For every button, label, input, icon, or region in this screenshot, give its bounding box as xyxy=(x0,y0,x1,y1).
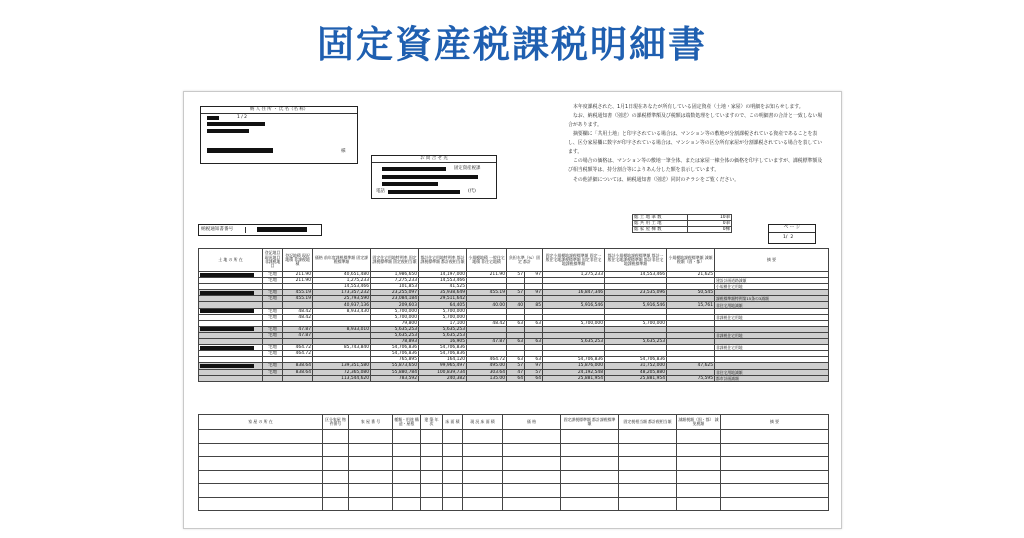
table-cell: 54,706,836 xyxy=(419,351,467,357)
table-cell xyxy=(503,497,561,511)
table-cell: 85,743,840 xyxy=(313,345,371,351)
table-cell xyxy=(323,430,349,444)
table-cell: 495.00 xyxy=(467,363,507,369)
table-cell: 14,197,000 xyxy=(419,272,467,278)
table-cell xyxy=(561,457,619,471)
table-cell: 15,761 xyxy=(667,302,715,308)
table-cell xyxy=(561,430,619,444)
table-cell xyxy=(323,484,349,498)
table-cell xyxy=(721,497,829,511)
table-cell: 35,938,649 xyxy=(419,290,467,296)
table-cell: 79,800 xyxy=(371,320,419,326)
table-cell: 455.19 xyxy=(283,290,313,296)
table-cell xyxy=(561,470,619,484)
table-cell xyxy=(677,497,721,511)
table-cell xyxy=(393,443,421,457)
table-cell: 宅地 xyxy=(263,345,283,351)
land-table xyxy=(198,248,829,382)
table-cell: 63 xyxy=(525,339,543,345)
table-cell: 5,635,253 xyxy=(543,339,605,345)
table-cell: 建設計画道路減額 xyxy=(715,278,829,284)
table-cell: 464.72 xyxy=(283,351,313,357)
column-header: 都計小規模地課税標準額 都計一般住宅地課税標準額 都計非住宅地課税標準額 xyxy=(605,249,667,272)
table-cell: 55,880,784 xyxy=(371,369,419,375)
table-cell xyxy=(561,484,619,498)
table-cell xyxy=(421,484,443,498)
table-cell: 55,873,650 xyxy=(371,363,419,369)
table-cell: 宅地 xyxy=(263,278,283,284)
table-cell xyxy=(349,443,393,457)
column-header: 価 格 xyxy=(503,415,561,430)
taxpayer-box-header: 納 人 住 所 ・ 氏 名（名 称） xyxy=(201,107,357,114)
land-table-body xyxy=(199,272,829,382)
table-cell: 48.42 xyxy=(283,308,313,314)
table-cell: 宅地 xyxy=(263,290,283,296)
table-cell: 57 xyxy=(507,363,525,369)
table-cell: 宅地 xyxy=(263,308,283,314)
table-cell: 783,592 xyxy=(371,375,419,381)
table-cell: 135.00 xyxy=(467,375,507,381)
tax-statement-document xyxy=(183,91,842,529)
table-cell: 139,351,580 xyxy=(313,363,371,369)
table-cell: 宅地 xyxy=(263,369,283,375)
table-cell: 40 xyxy=(507,302,525,308)
summary-row xyxy=(633,227,732,233)
taxpayer-page-fraction: 1 / 2 xyxy=(237,115,247,120)
table-cell: 63 xyxy=(525,357,543,363)
table-cell xyxy=(323,457,349,471)
column-header: 区分家屋 物件番号 xyxy=(323,415,349,430)
table-cell: 宅地 xyxy=(263,351,283,357)
table-cell xyxy=(323,497,349,511)
table-cell: 303.64 xyxy=(467,369,507,375)
table-cell xyxy=(677,443,721,457)
table-cell xyxy=(349,484,393,498)
table-cell xyxy=(393,430,421,444)
column-header: 価格 前年度課税標準額 固定課税標準額 xyxy=(313,249,371,272)
table-cell: 5,635,253 xyxy=(419,326,467,332)
table-cell xyxy=(721,443,829,457)
column-header: 都計住宅用地特例率 都計課税標準額 都計税相当額 xyxy=(419,249,467,272)
table-cell: 113,544,620 xyxy=(313,375,371,381)
table-cell xyxy=(349,497,393,511)
table-cell: 8,933,010 xyxy=(313,326,371,332)
table-cell: 63 xyxy=(507,339,525,345)
table-cell: 78,893 xyxy=(371,339,419,345)
table-cell: 54,706,836 xyxy=(543,357,605,363)
column-header: 小規模地課税標準額 減額税額（固・都） xyxy=(667,249,715,272)
table-cell: 5,916,546 xyxy=(605,302,667,308)
notice-paragraph: この場合の価格は、マンション等の敷地一筆全体、または家屋一棟全体の価格を印字していますが、課税標準額及び相当税額等は、持分割合等によりあん分した額を表示しています。 xyxy=(568,158,823,174)
table-cell: 15,876,000 xyxy=(543,363,605,369)
column-header: 家 屋 番 号 xyxy=(349,415,393,430)
column-header: 登記地積 現況地積 非課税地積 xyxy=(283,249,313,272)
redacted-location xyxy=(200,327,254,331)
table-cell xyxy=(721,484,829,498)
table-cell: 63 xyxy=(507,357,525,363)
table-cell: 54,706,836 xyxy=(419,345,467,351)
table-cell: 非住宅用地減額 xyxy=(715,302,829,308)
table-cell: 非課税住宅用地 xyxy=(715,345,829,351)
table-cell xyxy=(393,457,421,471)
redacted-location xyxy=(200,291,254,295)
table-cell xyxy=(421,443,443,457)
building-table-header xyxy=(199,415,829,430)
table-cell xyxy=(503,430,561,444)
table-cell: 宅地 xyxy=(263,363,283,369)
table-cell xyxy=(263,375,283,381)
table-cell: 宅地 xyxy=(263,272,283,278)
table-row xyxy=(199,497,829,511)
table-cell xyxy=(199,497,323,511)
table-cell: 240,382 xyxy=(419,375,467,381)
table-cell: 5,700,000 xyxy=(543,320,605,326)
redacted-notice-number xyxy=(257,227,307,232)
table-cell xyxy=(443,443,463,457)
redacted-location xyxy=(200,273,254,277)
table-cell: 57 xyxy=(525,369,543,375)
table-cell: 47.87 xyxy=(283,326,313,332)
table-cell: 47,625 xyxy=(667,363,715,369)
table-cell xyxy=(619,457,677,471)
table-cell: 1,275,233 xyxy=(313,278,371,284)
column-header: 摘 要 xyxy=(721,415,829,430)
phone-label: 電話 xyxy=(376,189,385,194)
table-cell: 8,933,430 xyxy=(313,308,371,314)
table-cell: 23,084,184 xyxy=(371,296,419,302)
table-cell xyxy=(677,430,721,444)
table-cell xyxy=(503,457,561,471)
table-cell: 25,881,954 xyxy=(605,375,667,381)
table-cell: 54,706,836 xyxy=(371,345,419,351)
table-cell: 非課税住宅用地 xyxy=(715,314,829,320)
table-cell: 47 xyxy=(507,369,525,375)
table-cell: 5,700,000 xyxy=(371,314,419,320)
table-cell: 211.90 xyxy=(467,272,507,278)
table-cell: 211.90 xyxy=(283,278,313,284)
redacted-address-2 xyxy=(207,129,249,133)
table-cell xyxy=(349,470,393,484)
table-cell: 25,793,590 xyxy=(313,296,371,302)
table-cell: 455.19 xyxy=(283,296,313,302)
table-cell: 24,192,548 xyxy=(543,369,605,375)
summary-counts xyxy=(632,214,732,233)
table-cell xyxy=(443,484,463,498)
table-cell: 209,603 xyxy=(371,302,419,308)
table-cell: 14,553,466 xyxy=(419,278,467,284)
table-cell xyxy=(619,430,677,444)
table-cell: 5,916,546 xyxy=(543,302,605,308)
honorific: 様 xyxy=(341,149,346,154)
table-cell xyxy=(421,430,443,444)
land-table-header xyxy=(199,249,829,272)
table-cell: 64 xyxy=(507,375,525,381)
column-header: 固定住宅用地特例率 固定課税標準額 固定税相当額 xyxy=(371,249,419,272)
table-cell: 48,205,880 xyxy=(605,369,667,375)
table-cell xyxy=(199,443,323,457)
contact-box-header: お 問 合 せ 先 xyxy=(372,156,496,163)
table-cell xyxy=(443,457,463,471)
table-cell: 宅地 xyxy=(263,326,283,332)
table-cell xyxy=(619,470,677,484)
page-box xyxy=(768,224,816,244)
table-cell xyxy=(463,443,503,457)
table-cell xyxy=(393,497,421,511)
summary-label: 総 土 地 筆 数 xyxy=(633,215,688,221)
table-row xyxy=(199,457,829,471)
table-cell: 5,635,253 xyxy=(371,326,419,332)
table-cell: 47.87 xyxy=(467,339,507,345)
table-cell: 40.00 xyxy=(467,302,507,308)
table-cell: 小規模住宅用地 xyxy=(715,284,829,290)
table-cell xyxy=(349,457,393,471)
table-row xyxy=(199,430,829,444)
table-cell: 31,752,000 xyxy=(605,363,667,369)
table-cell xyxy=(421,470,443,484)
table-cell xyxy=(721,430,829,444)
table-cell xyxy=(443,430,463,444)
column-header: 減額税額（固・都） 減免税額 xyxy=(677,415,721,430)
table-cell: 47.87 xyxy=(283,332,313,338)
page-box-value: 1/ 2 xyxy=(783,235,794,240)
table-cell: 50,545 xyxy=(667,290,715,296)
table-cell: 16,905 xyxy=(419,339,467,345)
table-cell: 455.19 xyxy=(467,290,507,296)
column-header: 固定課税標準額 都計課税標準額 xyxy=(561,415,619,430)
table-cell: 48.42 xyxy=(467,320,507,326)
redacted-office-2 xyxy=(382,175,478,179)
table-cell xyxy=(199,484,323,498)
land-location-cell xyxy=(199,375,263,381)
redacted-office xyxy=(382,167,446,171)
table-row xyxy=(199,470,829,484)
table-cell: 非課税住宅用地 xyxy=(715,332,829,338)
table-cell: 100,839,734 xyxy=(419,369,467,375)
table-cell: 課税標準額特例第15条の3減額 xyxy=(715,296,829,302)
table-cell: 99,965,497 xyxy=(419,363,467,369)
table-cell: 23,535,096 xyxy=(605,290,667,296)
table-cell xyxy=(561,443,619,457)
redacted-taxpayer-name xyxy=(207,148,273,153)
table-cell: 都市計画減額 xyxy=(715,375,829,381)
summary-label: 総 家 屋 棟 数 xyxy=(633,227,688,233)
table-cell: 5,635,253 xyxy=(419,332,467,338)
summary-value: 0筆 xyxy=(688,221,732,227)
table-cell xyxy=(721,457,829,471)
table-cell: 5,700,000 xyxy=(371,308,419,314)
column-header: 現 況 床 面 積 xyxy=(463,415,503,430)
table-cell: 5,700,000 xyxy=(605,320,667,326)
table-cell xyxy=(463,470,503,484)
notice-number-label: 納税通知書番号 xyxy=(201,227,246,233)
table-cell: 1,986,650 xyxy=(371,272,419,278)
table-cell xyxy=(421,457,443,471)
column-header: 固定税相当額 都計税相当額 xyxy=(619,415,677,430)
table-cell: 14,553,466 xyxy=(313,284,371,290)
table-cell: 1,275,233 xyxy=(543,272,605,278)
table-cell: 40,937,136 xyxy=(313,302,371,308)
table-cell: 54,706,836 xyxy=(371,351,419,357)
table-cell: 5,635,253 xyxy=(605,339,667,345)
table-cell: 97 xyxy=(525,290,543,296)
page-box-label: ペ ー ジ xyxy=(769,225,815,233)
table-cell xyxy=(677,470,721,484)
table-cell: 7,275,233 xyxy=(371,278,419,284)
table-cell xyxy=(199,470,323,484)
column-header: 家 屋 の 所 在 xyxy=(199,415,323,430)
table-cell: 41,525 xyxy=(419,284,467,290)
table-cell: 838.64 xyxy=(283,363,313,369)
table-cell: 宅地 xyxy=(263,332,283,338)
redacted-phone xyxy=(388,190,460,194)
table-cell xyxy=(443,470,463,484)
table-cell xyxy=(199,430,323,444)
table-cell xyxy=(503,443,561,457)
table-cell xyxy=(199,457,323,471)
table-cell: 173,357,232 xyxy=(313,290,371,296)
summary-value: 10筆 xyxy=(688,215,732,221)
table-cell: 75,595 xyxy=(667,375,715,381)
table-cell: 57 xyxy=(507,272,525,278)
notice-paragraph: なお、納税通知書（別送）の課税標準額及び税額は端数処理をしていますので、この明細書の合計と一致しない場合があります。 xyxy=(568,113,823,129)
table-cell: 838.64 xyxy=(283,369,313,375)
table-cell: 97 xyxy=(525,363,543,369)
table-cell: 54,706,836 xyxy=(605,357,667,363)
table-row xyxy=(199,443,829,457)
notice-paragraph: その他詳細については、納税通知書（別送）同封のチラシをご覧ください。 xyxy=(573,176,740,183)
table-cell: 211.90 xyxy=(283,272,313,278)
column-header: 摘 要 xyxy=(715,249,829,272)
column-header: 固定小規模地課税標準額 固定一般住宅地課税標準額 固定非住宅地課税標準額 xyxy=(543,249,605,272)
table-cell: 23,255,097 xyxy=(371,290,419,296)
building-table xyxy=(198,414,829,511)
notice-paragraph: 摘要欄に「共用土地」と印字されている場合は、マンション等の敷地が分割課税されている資産であることを表し、区分家屋欄に数字が印字されている場合は、マンション等の区分所有家屋が分割課税されている場合を表しています。 xyxy=(568,131,823,156)
page-title: 固定資産税課税明細書 xyxy=(317,23,707,66)
redacted-location xyxy=(200,346,254,350)
table-cell: 21,625 xyxy=(667,272,715,278)
table-cell xyxy=(463,430,503,444)
table-cell xyxy=(283,375,313,381)
table-cell xyxy=(503,470,561,484)
table-cell xyxy=(619,443,677,457)
notice-text xyxy=(568,103,826,185)
table-cell xyxy=(323,470,349,484)
redacted-location xyxy=(200,309,254,313)
table-cell xyxy=(677,484,721,498)
table-cell xyxy=(677,457,721,471)
redacted-postal xyxy=(207,116,219,120)
table-cell: 29,511,642 xyxy=(419,296,467,302)
table-cell: 164,120 xyxy=(419,357,467,363)
table-cell xyxy=(463,484,503,498)
column-header: 小規模地積 一般住宅地積 非住宅地積 xyxy=(467,249,507,272)
column-header: 床 面 積 xyxy=(443,415,463,430)
notice-paragraph: 本年度課税された、1月1日現在あなたが所有している固定資産（土地・家屋）の明細をお知らせします。 xyxy=(573,104,804,110)
column-header: 種類・用途 構造・屋根 xyxy=(393,415,421,430)
table-cell: 57 xyxy=(507,290,525,296)
table-cell: 63 xyxy=(525,320,543,326)
table-cell: 40,651,480 xyxy=(313,272,371,278)
building-table-body xyxy=(199,430,829,511)
table-cell: 5,700,000 xyxy=(419,314,467,320)
table-cell: 72,365,080 xyxy=(313,369,371,375)
table-cell: 63 xyxy=(507,320,525,326)
table-cell: 17,100 xyxy=(419,320,467,326)
table-cell: 宅地 xyxy=(263,314,283,320)
table-cell xyxy=(561,497,619,511)
summary-value: 0棟 xyxy=(688,227,732,233)
taxpayer-box xyxy=(200,106,358,164)
table-cell: 16,847,346 xyxy=(543,290,605,296)
table-cell: 宅地 xyxy=(263,296,283,302)
table-cell: 64,405 xyxy=(419,302,467,308)
table-cell xyxy=(619,497,677,511)
table-cell xyxy=(323,443,349,457)
table-cell xyxy=(463,457,503,471)
table-row xyxy=(199,375,829,381)
table-cell xyxy=(463,497,503,511)
table-cell: 97 xyxy=(525,272,543,278)
column-header: 建 築 年 次 xyxy=(421,415,443,430)
land-location-header: 土 地 の 所 在 xyxy=(199,249,263,272)
table-cell: 765,895 xyxy=(371,357,419,363)
table-cell: 14,553,466 xyxy=(605,272,667,278)
table-row xyxy=(199,484,829,498)
table-cell xyxy=(443,497,463,511)
table-cell xyxy=(393,484,421,498)
summary-label: 総 共 用 土 地 xyxy=(633,221,688,227)
table-cell xyxy=(721,470,829,484)
notice-number-field xyxy=(198,224,322,236)
table-cell xyxy=(349,430,393,444)
redacted-location xyxy=(200,364,254,368)
column-header: 負担水準（%）固定 都計 xyxy=(507,249,543,272)
table-cell: 5,700,000 xyxy=(419,308,467,314)
table-cell: 85 xyxy=(525,302,543,308)
table-cell: 5,635,253 xyxy=(371,332,419,338)
table-cell xyxy=(393,470,421,484)
table-cell: 464.72 xyxy=(467,357,507,363)
phone-suffix: (代) xyxy=(468,189,476,194)
contact-box xyxy=(371,155,497,199)
table-cell: 非住宅用地減額 xyxy=(715,369,829,375)
redacted-office-3 xyxy=(382,182,438,186)
column-header: 登記地目 現況地目 非課税地目 xyxy=(263,249,283,272)
table-cell: 25,881,954 xyxy=(543,375,605,381)
table-cell: 101,853 xyxy=(371,284,419,290)
table-cell: 48.42 xyxy=(283,314,313,320)
table-cell xyxy=(503,484,561,498)
table-cell: 64 xyxy=(525,375,543,381)
table-cell: 464.72 xyxy=(283,345,313,351)
table-cell xyxy=(619,484,677,498)
contact-department: 固定資産税課 xyxy=(454,166,481,171)
table-cell xyxy=(421,497,443,511)
redacted-address xyxy=(207,122,265,126)
